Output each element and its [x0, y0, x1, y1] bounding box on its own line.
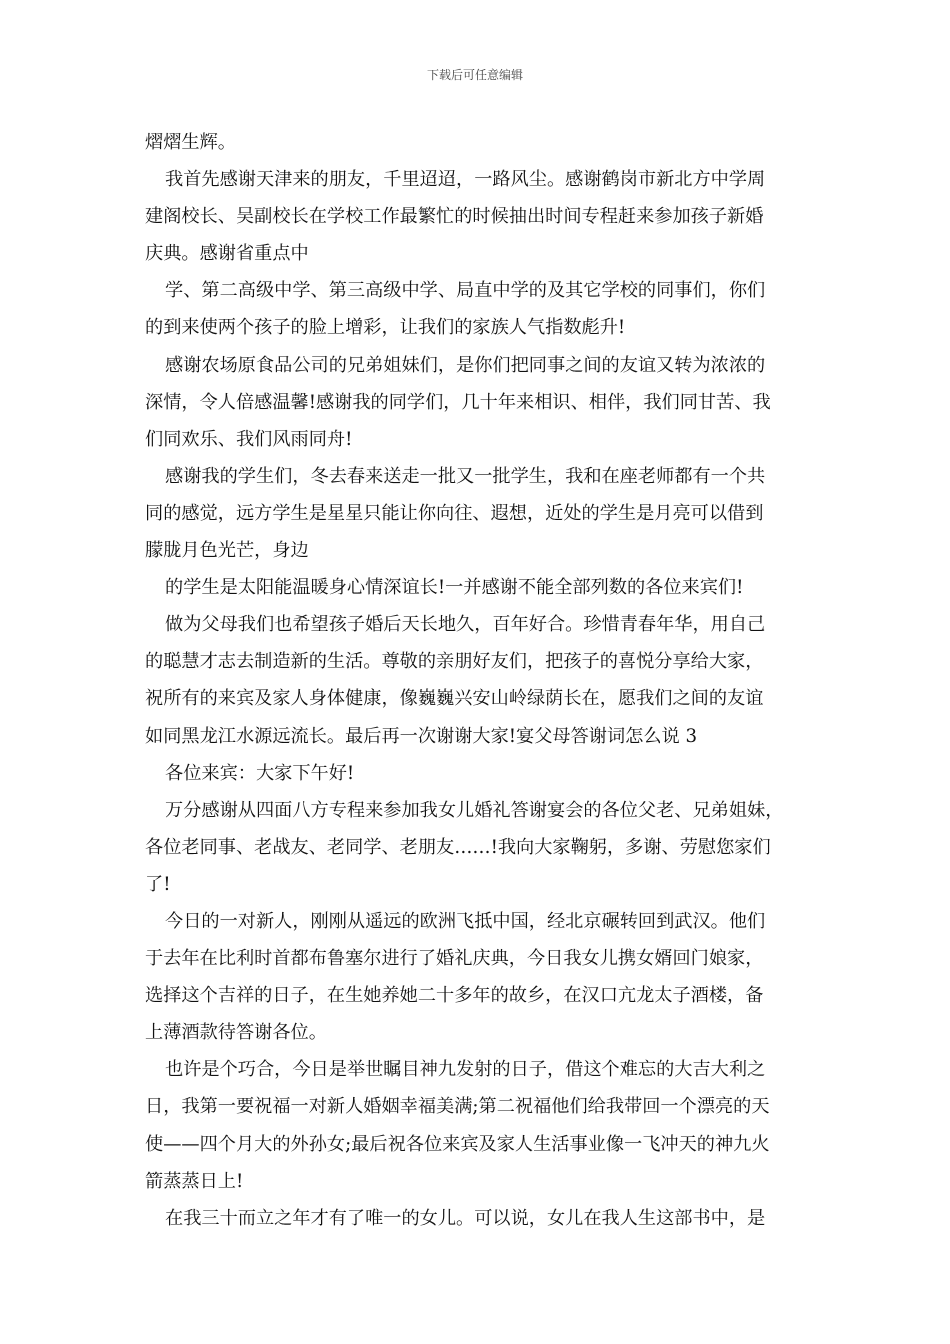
text-line: 日，我第一要祝福一对新人婚姻幸福美满;第二祝福他们给我带回一个漂亮的天: [145, 1096, 770, 1118]
text-line: 箭蒸蒸日上!: [145, 1170, 244, 1192]
text-line: 祝所有的来宾及家人身体健康，像巍巍兴安山岭绿荫长在，愿我们之间的友谊: [145, 688, 764, 710]
text-line: 的学生是太阳能温暖身心情深谊长!一并感谢不能全部列数的各位来宾们!: [165, 577, 744, 599]
text-line: 上薄酒款待答谢各位。: [145, 1022, 327, 1044]
text-line: 于去年在比利时首都布鲁塞尔进行了婚礼庆典，今日我女儿携女婿回门娘家，: [145, 948, 764, 970]
text-line: 学、第二高级中学、第三高级中学、局直中学的及其它学校的同事们，你们: [165, 280, 766, 302]
text-line: 建阁校长、吴副校长在学校工作最繁忙的时候抽出时间专程赶来参加孩子新婚: [145, 206, 764, 228]
text-line: 做为父母我们也希望孩子婚后天长地久，百年好合。珍惜青春年华，用自己: [165, 614, 766, 636]
text-line: 同的感觉，远方学生是星星只能让你向往、遐想，近处的学生是月亮可以借到: [145, 502, 764, 524]
document-body: [145, 124, 825, 1237]
text-line: 各位老同事、老战友、老同学、老朋友……!我向大家鞠躬，多谢、劳慰您家们: [145, 836, 771, 858]
text-line: 选择这个吉祥的日子，在生她养她二十多年的故乡，在汉口亢龙太子酒楼，备: [145, 985, 764, 1007]
text-line: 感谢农场原食品公司的兄弟姐妹们，是你们把同事之间的友谊又转为浓浓的: [165, 354, 766, 376]
text-line: 们同欢乐、我们风雨同舟!: [145, 428, 353, 450]
text-line: 今日的一对新人，刚刚从遥远的欧洲飞抵中国，经北京碾转回到武汉。他们: [165, 910, 766, 932]
page-header: 下载后可任意编辑: [426, 68, 523, 82]
text-line: 各位来宾：大家下午好!: [165, 762, 355, 784]
text-line: 庆典。感谢省重点中: [145, 243, 309, 265]
text-line: 了!: [145, 873, 171, 895]
text-line: 在我三十而立之年才有了唯一的女儿。可以说，女儿在我人生这部书中，是: [165, 1207, 766, 1229]
text-line: 熠熠生辉。: [145, 132, 236, 153]
text-line: 如同黑龙江水源远流长。最后再一次谢谢大家!宴父母答谢词怎么说 3: [145, 725, 698, 747]
text-line: 使——四个月大的外孙女;最后祝各位来宾及家人生活事业像一飞冲天的神九火: [145, 1133, 770, 1155]
text-line: 的聪慧才志去制造新的生活。尊敬的亲朋好友们，把孩子的喜悦分享给大家，: [145, 651, 764, 673]
text-line: 万分感谢从四面八方专程来参加我女儿婚礼答谢宴会的各位父老、兄弟姐妹，: [165, 799, 784, 821]
text-line: 我首先感谢天津来的朋友，千里迢迢，一路风尘。感谢鹤岗市新北方中学周: [165, 169, 766, 191]
text-line: 也许是个巧合，今日是举世瞩目神九发射的日子，借这个难忘的大吉大利之: [165, 1059, 766, 1081]
text-line: 感谢我的学生们，冬去春来送走一批又一批学生，我和在座老师都有一个共: [165, 465, 766, 487]
text-line: 深情，令人倍感温馨!感谢我的同学们，几十年来相识、相伴，我们同甘苦、我: [145, 391, 771, 413]
text-line: 的到来使两个孩子的脸上增彩，让我们的家族人气指数彪升!: [145, 317, 626, 339]
text-line: 朦胧月色光芒，身边: [145, 540, 309, 562]
